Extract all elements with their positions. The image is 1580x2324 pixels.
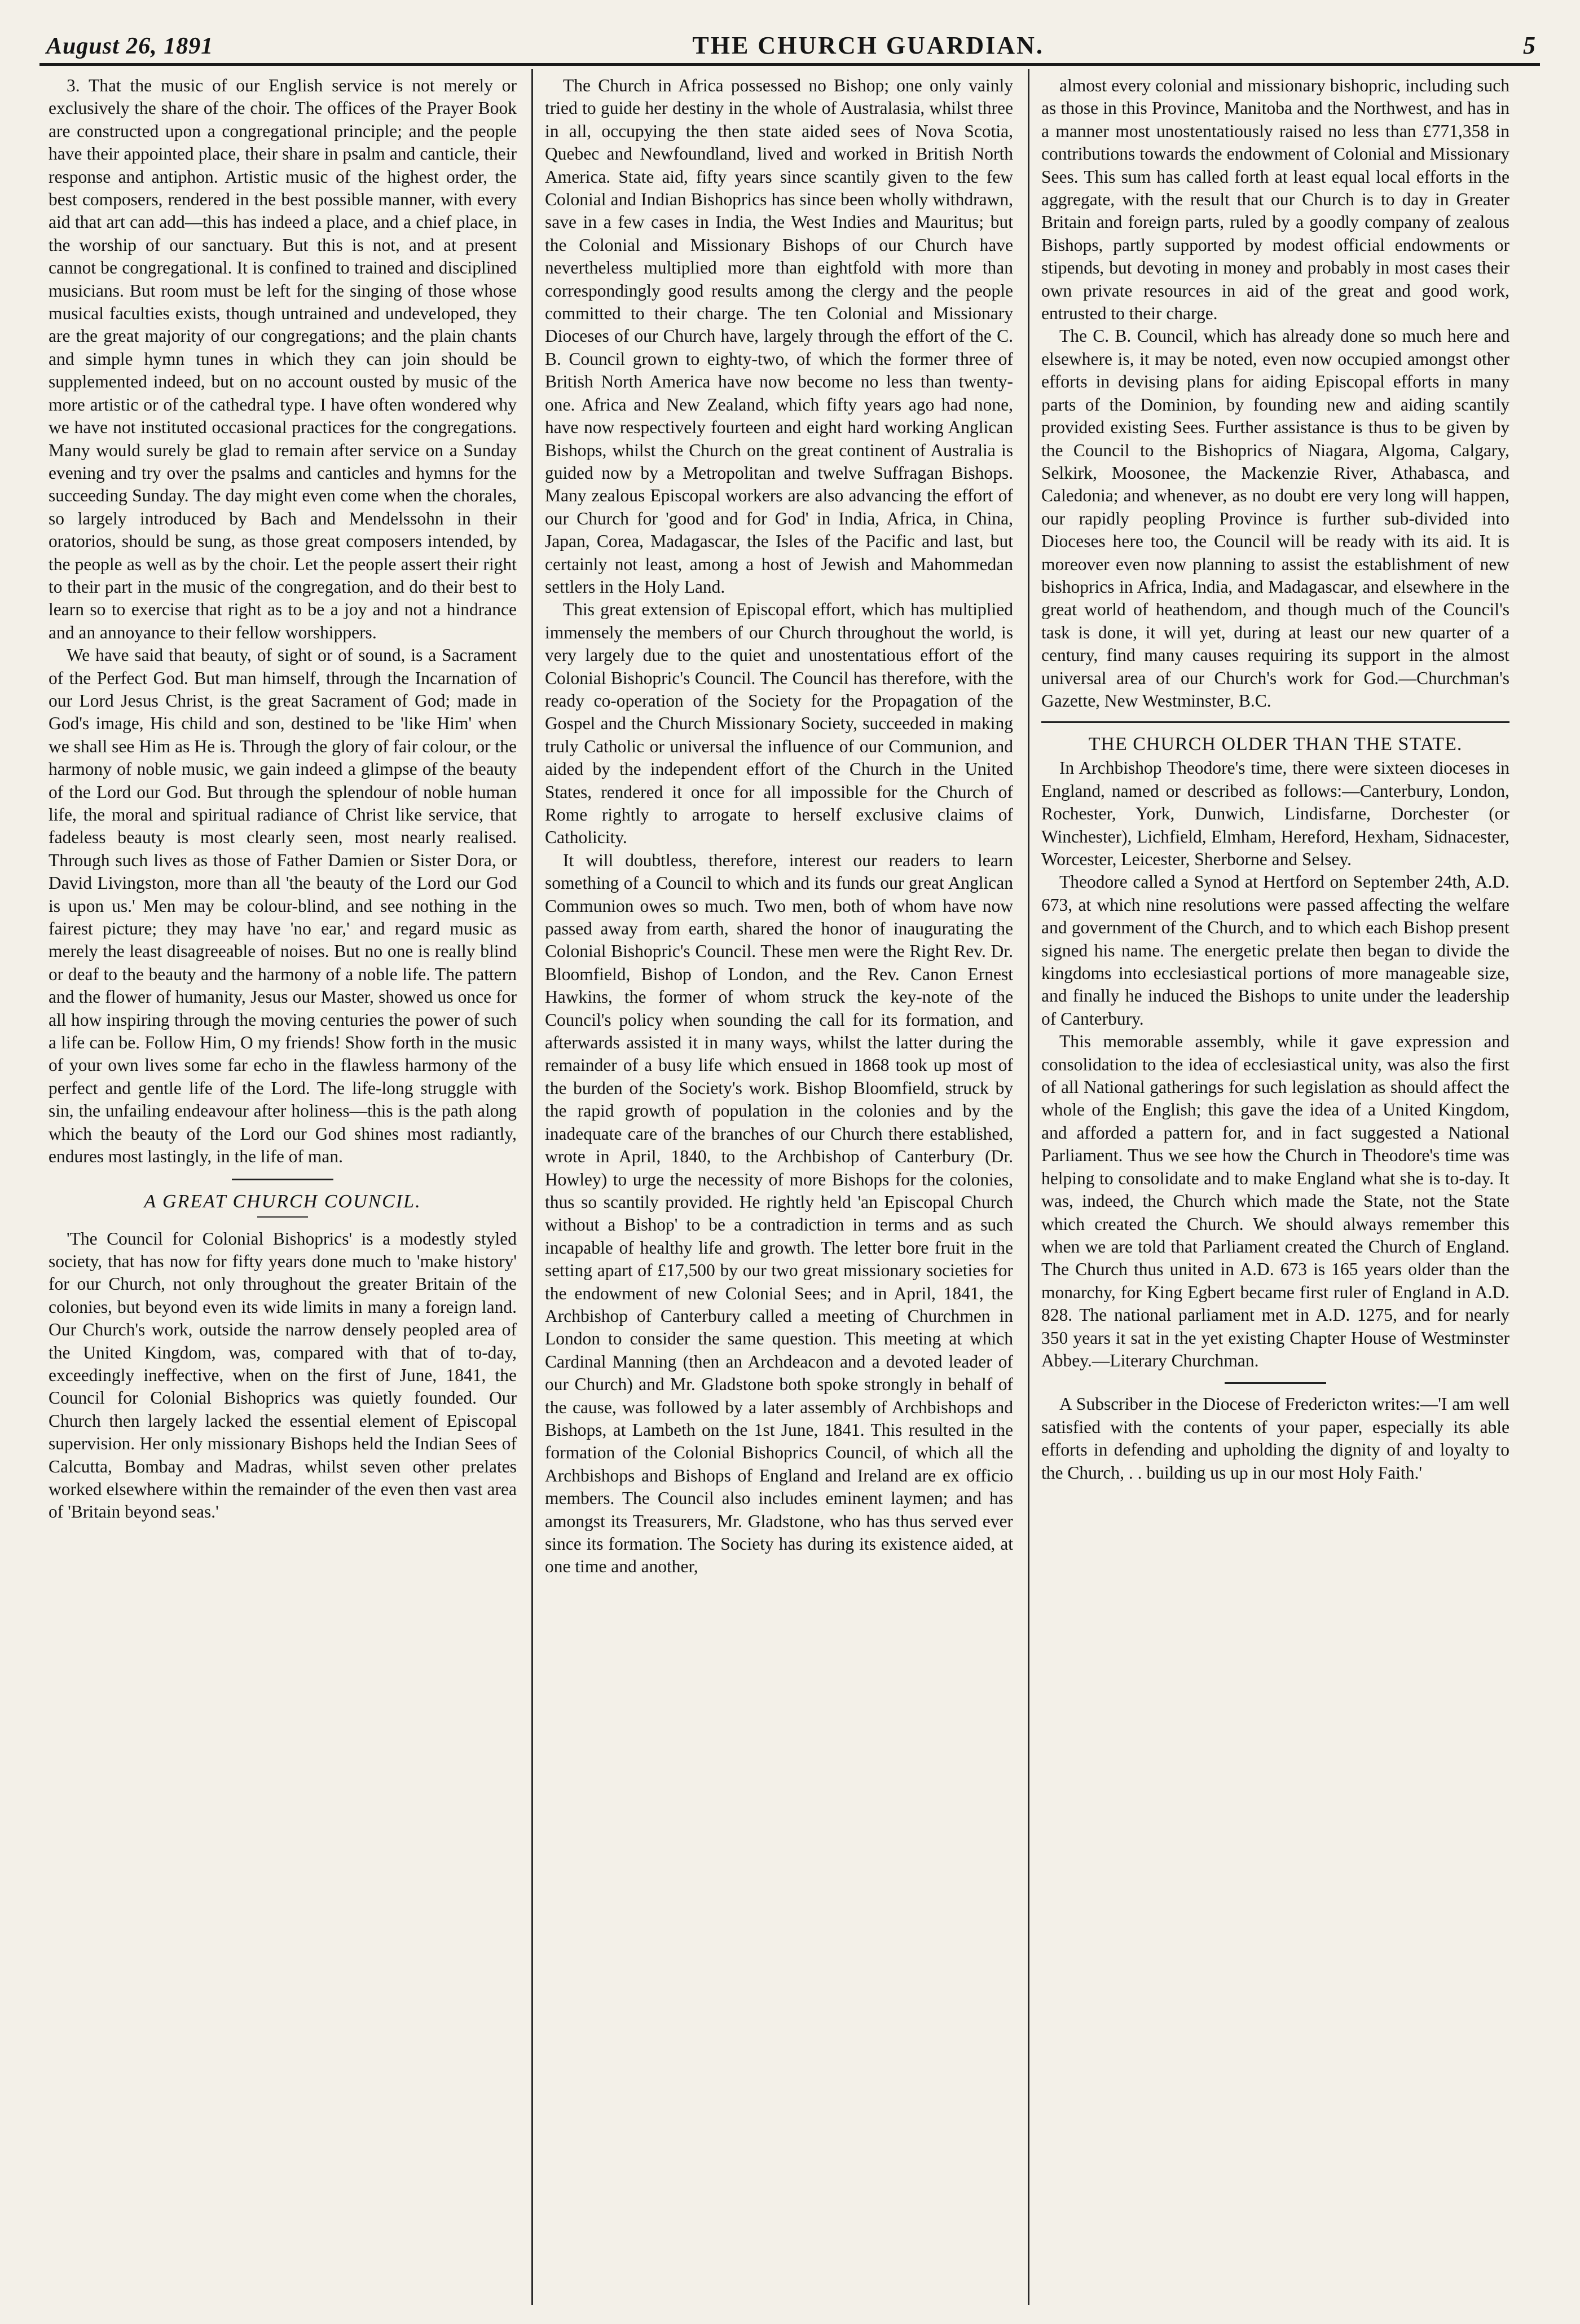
masthead [46,15,1535,60]
article-paragraph: 'The Council for Colonial Bishoprics' is a modestly styled society, that has now for fifty years done much to 'make history' for our Church, not only throughout the greater Britain of the colonies, but beyond even its wide limits in many a foreign land. Our Church's work, outside the narrow densely peopled area of the United Kingdom, was, compared with that of to-day, exceedingly ineffective, when on the first of June, 1841, the Council for Colonial Bishoprics was quietly founded. Our Church then largely lacked the essential element of Episcopal supervision. Her only missionary Bishops held the Indian Sees of Calcutta, Bombay and Madras, whilst seven other prelates worked elsewhere within the remainder of the even then vast area of 'Britain beyond seas.' [49,1228,517,1522]
letter-paragraph: A Subscriber in the Diocese of Fredericton writes:—'I am well satisfied with the contents of your paper, especially its able efforts in defending and upholding the dignity of and loyalty to the Church, . . building us up in our most Holy Faith.' [1041,1394,1509,1483]
article-paragraph: It will doubtless, therefore, interest our readers to learn something of a Council to which and its funds our great Anglican Communion owes so much. Two men, both of whom have now passed away from earth, shared the honor of inaugurating the Colonial Bishopric's Council. These men were the Right Rev. Dr. Bloomfield, Bishop of London, and the Rev. Canon Ernest Hawkins, the former of whom struck the key-note of the Council's policy when sounding the call for its formation, and afterwards assisted it in many ways, whilst the latter during the remainder of a busy life which ensued in 1868 took up most of the burden of the Society's work. Bishop Bloomfield, struck by the rapid growth of population in the colonies and by the inadequate care of the branches of our Church there established, wrote in April, 1840, to the Archbishop of Canterbury (Dr. Howley) to urge the necessity of more Bishops for the colonies, thus so scantily provided. He rightly held 'an Episcopal Church without a Bishop' to be a contradiction in terms and as such incapable of healthy life and growth. The letter bore fruit in the setting apart of £17,500 by our two great missionary societies for the endowment of new Colonial Sees; and in April, 1841, the Archbishop of Canterbury called a meeting of Churchmen in London to consider the same question. This meeting at which Cardinal Manning (then an Archdeacon and a devoted leader of our Church) and Mr. Gladstone both spoke strongly in behalf of the cause, was followed by a later assembly of Archbishops and Bishops, at Lambeth on the 1st June, 1841. This resulted in the formation of the Colonial Bishoprics Council, of which all the Archbishops and Bishops of England and Ireland are ex officio members. The Council also includes eminent laymen; and has amongst its Treasurers, Mr. Gladstone, who has thus served ever since its formation. The Society has during its existence aided, at one time and another, [545,850,1013,1577]
newspaper-title: THE CHURCH GUARDIAN. [692,32,1044,59]
article-paragraph: We have said that beauty, of sight or of sound, is a Sacrament of the Perfect God. But man himself, through the Incarnation of our Lord Jesus Christ, is the great Sacrament of God; made in God's image, His child and son, destined to be 'like Him' when we shall see Him as He is. Through the glory of fair colour, or the harmony of noble music, we gain indeed a glimpse of the beauty of the Lord our God. But through the splendour of noble human life, the moral and spiritual radiance of Christ like service, that fadeless beauty is most clearly seen, most nearly realised. Through such lives as those of Father Damien or Sister Dora, or David Livingston, more than all 'the beauty of the Lord our God is upon us.' Men may be colour-blind, and see nothing in the fairest picture; they may have 'no ear,' and regard music as merely the least disagreeable of noises. But no one is really blind or deaf to the beauty and the harmony of a noble life. The pattern and the flower of humanity, Jesus our Master, showed us once for all how inspiring through the moving centuries the power of such a life can be. Follow Him, O my friends! Show forth in the music of your own lives some far echo in the flawless harmony of the perfect and gentle life of the Lord. The life-long struggle with sin, the unfailing endeavour after holiness—this is the path along which the beauty of the Lord our God shines most radiantly, endures most lastingly, in the life of man. [49,645,517,1167]
heading-underline [257,1216,308,1218]
article-heading: THE CHURCH OLDER THAN THE STATE. [1088,734,1463,755]
section-separator [232,1179,333,1180]
section-separator [1225,1382,1326,1384]
masthead-rule [39,63,1540,66]
article-paragraph: almost every colonial and missionary bishopric, including such as those in this Province, Manitoba and the Northwest, and has in a manner most unostentatiously raised no less than £771,358 in contributions towards the endowment of Colonial and Missionary Sees. This sum has called forth at least equal local efforts in the aggregate, with the result that our Church is to day in Greater Britain and foreign parts, ruled by a goodly company of zealous Bishops, partly supported by modest official endowments or stipends, but devoting in money and probably in most cases their own private resources in aid of the great and good work, entrusted to their charge. [1041,76,1509,324]
article-paragraph: The C. B. Council, which has already done so much here and elsewhere is, it may be noted, even now occupied amongst other efforts in devising plans for aiding Episcopal efforts in many parts of the Dominion, by founding new and aiding scantily provided existing Sees. Further assistance is thus to be given by the Council to the Bishoprics of Niagara, Algoma, Calgary, Selkirk, Moosonee, the Mackenzie River, Athabasca, and Caledonia; and whenever, as no doubt ere very long will happen, our rapidly peopling Province is further sub-divided into Dioceses here too, the Council will be ready with its aid. It is moreover even now planning to assist the establishment of new bishoprics in Africa, India, and Madagascar, and elsewhere in the great world of heathendom, and though much of the Council's task is done, it will yet, during at least our new quarter of a century, find many causes requiring its support in the almost universal area of our Church's work for God.—Churchman's Gazette, New Westminster, B.C. [1041,326,1509,711]
column-divider-1 [531,69,533,2305]
column-3 [1041,74,1509,2305]
issue-date: August 26, 1891 [46,33,214,59]
article-paragraph: This great extension of Episcopal effort, which has multiplied immensely the members of our Church throughout the world, is very largely due to the quiet and unostentatious effort of the Colonial Bishopric's Council. The Council has therefore, with the ready co-operation of the Society for the Propagation of the Gospel and the Church Missionary Society, succeeded in making truly Catholic or universal the influence of our Communion, and aided by the independent effort of the Church in the United States, rendered it once for all impossible for the Church of Rome rightly to arrogate to herself exclusive claims of Catholicity. [545,599,1013,848]
article-heading: A GREAT CHURCH COUNCIL. [144,1190,421,1212]
article-paragraph: This memorable assembly, while it gave expression and consolidation to the idea of ecclesiastical unity, was also the first of all National gatherings for such legislation as should affect the whole of the English; this gave the idea of a United Kingdom, and afforded a pattern for, and in fact suggested a National Parliament. Thus we see how the Church in Theodore's time was helping to consolidate and to make England what she is to-day. It was, indeed, the Church which made the State, not the State which created the Church. We should always remember this when we are told that Parliament created the Church of England. The Church thus united in A.D. 673 is 165 years older than the monarchy, for King Egbert became first ruler of England in A.D. 828. The national parliament met in A.D. 1275, and for nearly 350 years it sat in the yet existing Chapter House of Westminster Abbey.—Literary Churchman. [1041,1031,1509,1370]
article-paragraph: The Church in Africa possessed no Bishop; one only vainly tried to guide her destiny in the whole of Australasia, whilst three in all, occupying the then state aided sees of Nova Scotia, Quebec and Newfoundland, lived and worked in British North America. State aid, fifty years since scantily given to the few Colonial and Indian Bishoprics has since been wholly withdrawn, save in a few cases in India, the West Indies and Mauritus; but the Colonial and Missionary Bishops of our Church have nevertheless multiplied more than eightfold with more than correspondingly good results among the clergy and the people committed to their charge. The ten Colonial and Missionary Dioceses of our Church have, largely through the effort of the C. B. Council grown to eighty-two, of which the former three of British North America have now become no less than twenty-one. Africa and New Zealand, which fifty years ago had none, have now respectively fourteen and eight hard working Anglican Bishops, whilst the Church on the great continent of Australia is guided now by a Metropolitan and twelve Suffragan Bishops. Many zealous Episcopal workers are also advancing the effort of our Church for 'good and for God' in India, Africa, in China, Japan, Corea, Madagascar, the Isles of the Pacific and last, but certainly not least, among a host of Jewish and Mahommedan settlers in the Holy Land. [545,76,1013,597]
page-number: 5 [1522,32,1535,59]
section-separator [1041,721,1509,723]
article-paragraph: Theodore called a Synod at Hertford on September 24th, A.D. 673, at which nine resolutions were passed affecting the welfare and government of the Church, and to which each Bishop present signed his name. The energetic prelate then began to divide the kingdoms into ecclesiastical portions of more manageable size, and finally he induced the Bishops to unite under the leadership of Canterbury. [1041,872,1509,1029]
column-divider-2 [1028,69,1029,2305]
column-2 [545,74,1013,2305]
column-1 [49,74,517,2305]
article-paragraph: 3. That the music of our English service is not merely or exclusively the share of the choir. The offices of the Prayer Book are constructed upon a congregational principle; and the people have their appointed place, their share in psalm and canticle, their response and antiphon. Artistic music of the highest order, the best composers, rendered in the best possible manner, with every aid that art can add—this has indeed a place, and a chief place, in the worship of our sanctuary. But this is not, and at present cannot be congregational. It is confined to trained and disciplined musicians. But room must be left for the singing of those whose musical faculties exists, though untrained and undeveloped, they are the great majority of our congregations; and the plain chants and simple hymn tunes in which they can join should be supplemented indeed, but on no account ousted by music of the more artistic or of the cathedral type. I have often wondered why we have not instituted occasional practices for the congregations. Many would surely be glad to remain after service on a Sunday evening and try over the psalms and canticles and hymns for the succeeding Sunday. The day might even come when the chorales, so largely introduced by Bach and Mendelssohn in their oratorios, should be sung, as those great composers intended, by the people as well as by the choir. Let the people assert their right to their part in the music of the congregation, and do their best to learn so to exercise that right as to be a joy and not a hindrance and an annoyance to their fellow worshippers. [49,76,517,642]
article-paragraph: In Archbishop Theodore's time, there were sixteen dioceses in England, named or described as follows:—Canterbury, London, Rochester, York, Dunwich, Lindisfarne, Dorchester (or Winchester), Lichfield, Elmham, Hereford, Hexham, Sidnacester, Worcester, Leicester, Sherborne and Selsey. [1041,758,1509,869]
